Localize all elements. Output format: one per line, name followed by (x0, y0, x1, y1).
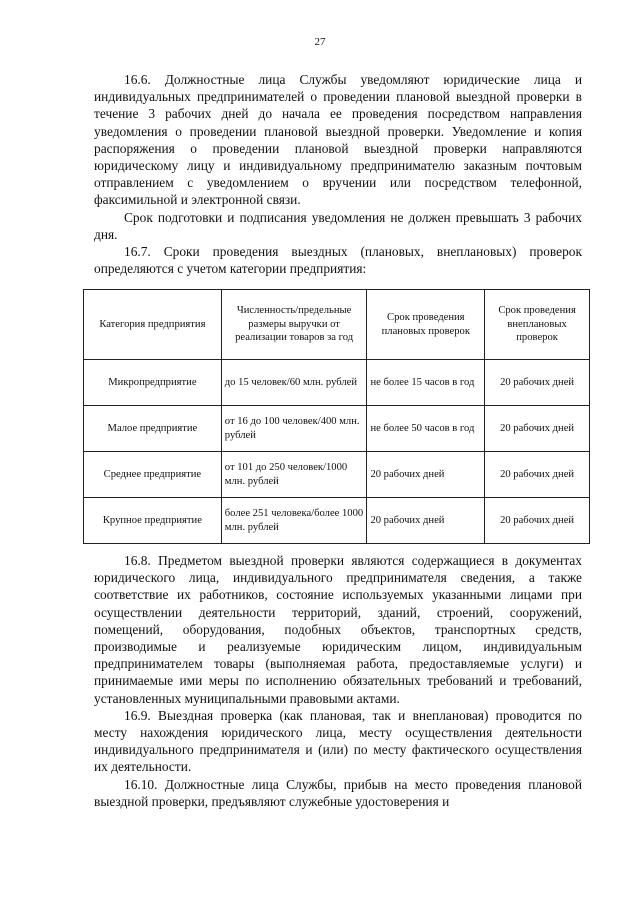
paragraph-16-9: 16.9. Выездная проверка (как плановая, так и внеплановая) проводится по месту нахождения юридического лица, месту осуществления деятельности индивидуального предпринимателя и (или) по месту фактического осуществления их деятельности. (94, 707, 582, 775)
table-header-row (84, 290, 590, 360)
header-planned: Срок проведения плановых проверок (367, 290, 485, 360)
table-cell-unplanned: 20 рабочих дней (485, 360, 590, 406)
table-row (84, 498, 590, 544)
paragraph-16-6: 16.6. Должностные лица Службы уведомляют юридические лица и индивидуальных предпринимателей о проведении плановой выездной проверки в течение 3 рабочих дней до начала ее проведения посредством направления уведомления о проведении плановой выездной проверки. Уведомление и копия распоряжения о проведении плановой выездной проверки направляются юридическому лицу и индивидуальному предпринимателю заказным почтовым отправлением с уведомлением о вручении или посредством телефонной, факсимильной и электронной связи. (94, 72, 582, 208)
table-cell-category: Крупное предприятие (84, 498, 222, 544)
header-category: Категория предприятия (84, 290, 222, 360)
table-cell-category: Микропредприятие (84, 360, 222, 406)
table-cell-unplanned: 20 рабочих дней (485, 452, 590, 498)
table-row (84, 406, 590, 452)
table-cell-unplanned: 20 рабочих дней (485, 406, 590, 452)
table-cell-category: Малое предприятие (84, 406, 222, 452)
table-cell-size: от 101 до 250 человек/1000 млн. рублей (221, 452, 367, 498)
table-row (84, 360, 590, 406)
table-cell-unplanned: 20 рабочих дней (485, 498, 590, 544)
table-cell-category: Среднее предприятие (84, 452, 222, 498)
paragraphs-top (94, 71, 582, 277)
table-row (84, 452, 590, 498)
table-cell-planned: не более 50 часов в год (367, 406, 485, 452)
table-cell-size: от 16 до 100 человек/400 млн. рублей (221, 406, 367, 452)
header-size: Численность/предельные размеры выручки от реализации товаров за год (221, 290, 367, 360)
paragraphs-bottom (94, 552, 582, 810)
paragraph-deadline: Срок подготовки и подписания уведомления не должен превышать 3 рабочих дня. (94, 209, 582, 242)
header-unplanned: Срок проведения внеплановых проверок (485, 290, 590, 360)
paragraph-16-8: 16.8. Предметом выездной проверки являются содержащиеся в документах юридического лица, индивидуального предпринимателя сведения, а также соответствие их работников, состояние используемых указанными лицами при осуществлении деятельности территорий, зданий, строений, сооружений, помещений, оборудования, подобных объектов, транспортных средств, производимые и реализуемые юридическим лицом, индивидуальным предпринимателем товары (выполняемая работа, предоставляемые услуги) и принимаемые ими меры по исполнению обязательных требований и требований, установленных муниципальными правовыми актами. (94, 553, 582, 706)
inspection-terms-table (83, 289, 590, 544)
paragraph-16-10: 16.10. Должностные лица Службы, прибыв на место проведения плановой выездной проверки, предъявляют служебные удостоверения и (94, 776, 582, 809)
table-cell-size: до 15 человек/60 млн. рублей (221, 360, 367, 406)
table-cell-planned: 20 рабочих дней (367, 498, 485, 544)
page-number: 27 (314, 36, 326, 48)
table-cell-size: более 251 человека/более 1000 млн. рублей (221, 498, 367, 544)
table-cell-planned: не более 15 часов в год (367, 360, 485, 406)
paragraph-16-7: 16.7. Сроки проведения выездных (плановых, внеплановых) проверок определяются с учетом категории предприятия: (94, 244, 582, 277)
table-cell-planned: 20 рабочих дней (367, 452, 485, 498)
